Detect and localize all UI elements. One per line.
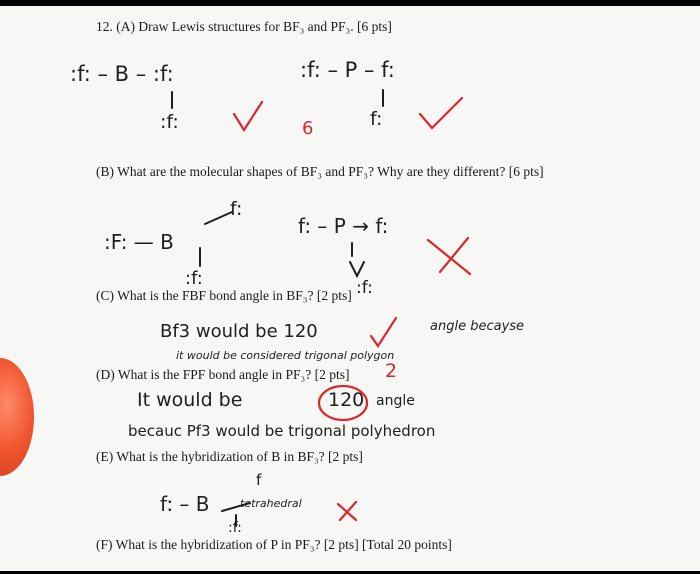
question-e: (E) What is the hybridization of B in BF₃? [2 pts]: [96, 449, 363, 464]
checkmark-icon: [420, 98, 462, 128]
answer-b-bf3-bottom: :f:: [185, 268, 203, 289]
answer-b-pf3-row: f: – P → f:: [298, 214, 389, 238]
grader-score-c: 2: [385, 360, 398, 382]
answer-a-bf3-bottom: :f:: [160, 111, 179, 133]
answer-c-line1: Bf3 would be 120: [160, 321, 318, 342]
pen-strokes: [0, 6, 700, 571]
question-b: (B) What are the molecular shapes of BF₃ and PF₃? Why are they different? [6 pts]: [96, 164, 544, 179]
bond-line: [222, 503, 250, 511]
worksheet-page: [0, 6, 700, 571]
circle-mark: [319, 386, 367, 420]
answer-a-pf3-row: :f: – P – f:: [300, 58, 395, 82]
grader-score-a: 6: [302, 118, 314, 139]
grader-marks: [234, 98, 470, 520]
answer-a-pf3-bottom: f:: [370, 108, 383, 130]
answer-b-bf3-top: f:: [230, 198, 243, 220]
answer-d-value: 120: [328, 389, 365, 411]
cross-mark-icon: [428, 238, 470, 274]
answer-c-note: angle becayse: [430, 319, 525, 334]
answer-e: f: – B: [160, 492, 210, 516]
answer-e-top: f: [256, 471, 262, 489]
answer-a-bf3-row: :f: – B – :f:: [70, 62, 174, 86]
answer-d-line1: It would be: [137, 389, 243, 411]
answer-b-pf3-bottom: :f:: [356, 278, 373, 298]
ink-strokes: [172, 90, 383, 526]
answer-b-bf3-left: :F: — B: [104, 230, 174, 254]
answer-c-line2: it would be considered trigonal polygon: [176, 349, 395, 362]
checkmark-icon: [371, 318, 396, 346]
question-d: (D) What is the FPF bond angle in PF₃? [2 pts]: [96, 367, 350, 382]
arrow-down-icon: [350, 262, 364, 276]
answer-d-line2: becauc Pf3 would be trigonal polyhedron: [128, 422, 436, 440]
question-c: (C) What is the FBF bond angle in BF₃? [2 pts]: [96, 288, 352, 303]
checkmark-icon: [234, 102, 262, 130]
question-12a: 12. (A) Draw Lewis structures for BF₃ and PF₃. [6 pts]: [96, 19, 392, 34]
question-f: (F) What is the hybridization of P in PF₃? [2 pts] [Total 20 points]: [96, 537, 452, 552]
answer-e-bottom: :f:: [228, 520, 242, 536]
answer-e-note: tetrahedral: [240, 497, 302, 510]
answer-d-angle: angle: [376, 393, 415, 409]
cross-mark-icon: [338, 502, 356, 520]
bond-line: [205, 212, 232, 224]
